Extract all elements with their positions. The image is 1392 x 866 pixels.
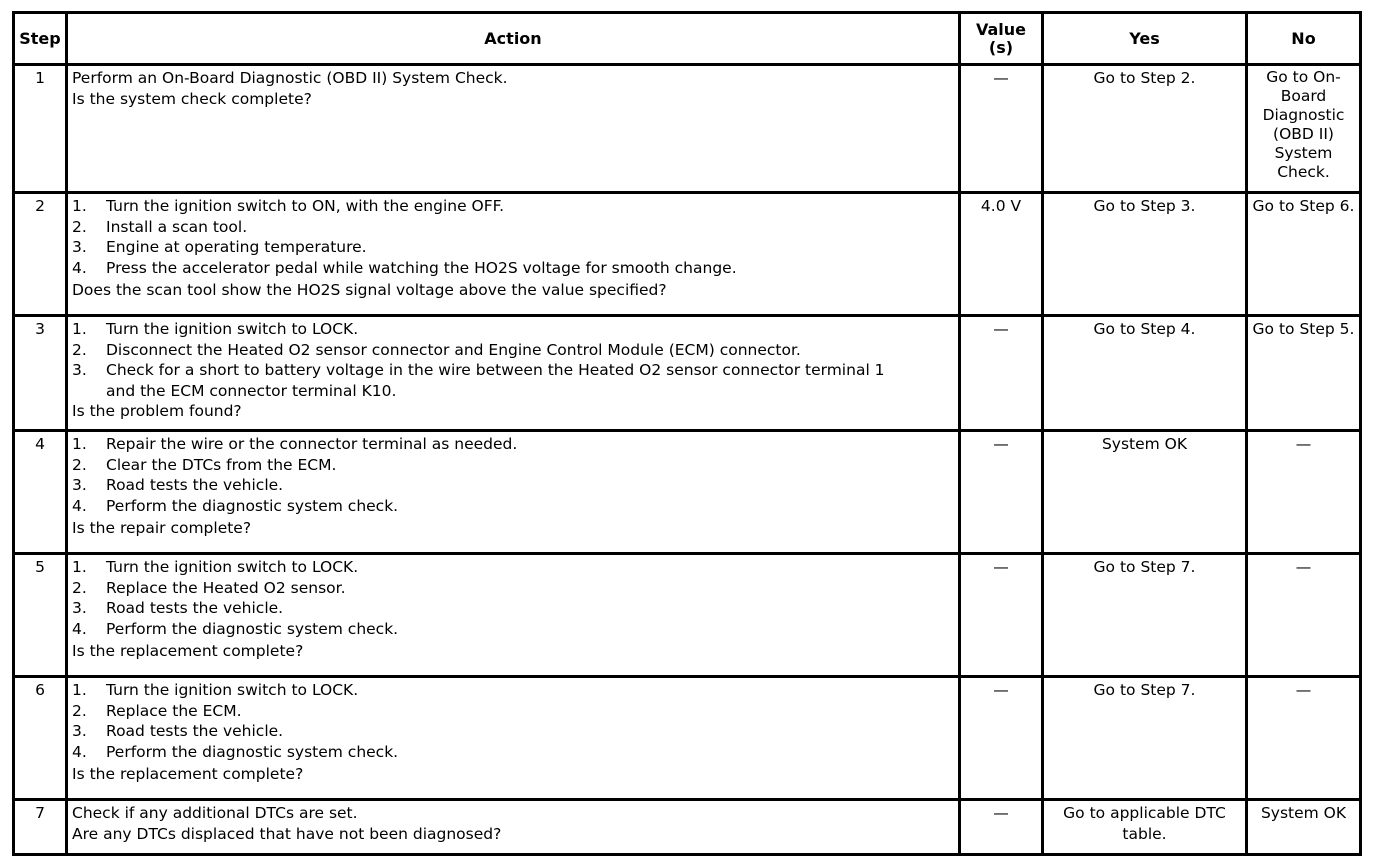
list-item: 4. Perform the diagnostic system check. (72, 496, 399, 515)
list-item: 3. Check for a short to battery voltage in the wire between the Heated O2 sensor connector terminal 1 and the ECM connector terminal K10. (72, 361, 885, 400)
list-item: 2. Disconnect the Heated O2 sensor connector and Engine Control Module (ECM) connector. (72, 340, 801, 359)
list-item: 3. Engine at operating temperature. (72, 238, 367, 256)
list-item: 1. Turn the ignition switch to ON, with the engine OFF. (72, 197, 505, 215)
yes-cell: Go to Step 7. (1043, 677, 1247, 800)
step-number: 3 (14, 316, 67, 431)
list-item: 4. Perform the diagnostic system check. (72, 619, 399, 638)
action-question: Is the replacement complete? (72, 765, 304, 783)
action-list (72, 680, 954, 762)
list-item: 3. Road tests the vehicle. (72, 599, 284, 617)
action-cell (67, 65, 960, 193)
list-item: 1. Turn the ignition switch to LOCK. (72, 320, 359, 338)
diagnostic-table (12, 11, 1362, 856)
yes-cell: System OK (1043, 431, 1247, 554)
action-question: Are any DTCs displaced that have not been diagnosed? (72, 824, 502, 843)
yes-cell: Go to Step 4. (1043, 316, 1247, 431)
value-cell: — (960, 554, 1043, 677)
action-list (72, 319, 954, 401)
table-row (14, 677, 1361, 800)
action-cell (67, 431, 960, 554)
yes-cell: Go to Step 2. (1043, 65, 1247, 193)
table-row (14, 193, 1361, 316)
list-item: 2. Replace the Heated O2 sensor. (72, 578, 346, 597)
no-cell: System OK (1247, 800, 1361, 855)
table-row (14, 554, 1361, 677)
no-cell: — (1247, 677, 1361, 800)
action-question: Does the scan tool show the HO2S signal voltage above the value specified? (72, 281, 667, 299)
list-item: 2. Install a scan tool. (72, 217, 248, 236)
yes-cell: Go to Step 3. (1043, 193, 1247, 316)
action-cell (67, 800, 960, 855)
table-row (14, 431, 1361, 554)
action-question: Is the replacement complete? (72, 642, 304, 660)
action-line: Check if any additional DTCs are set. (72, 804, 358, 822)
value-cell: — (960, 65, 1043, 193)
header-yes: Yes (1043, 13, 1247, 65)
list-item: 2. Clear the DTCs from the ECM. (72, 455, 337, 474)
header-action: Action (67, 13, 960, 65)
action-question: Is the repair complete? (72, 519, 252, 537)
list-item: 1. Repair the wire or the connector terminal as needed. (72, 435, 518, 453)
value-cell: — (960, 677, 1043, 800)
table-row (14, 316, 1361, 431)
header-no: No (1247, 13, 1361, 65)
list-item: 4. Perform the diagnostic system check. (72, 742, 399, 761)
list-item: 3. Road tests the vehicle. (72, 476, 284, 494)
table-row (14, 65, 1361, 193)
list-item: 1. Turn the ignition switch to LOCK. (72, 681, 359, 699)
action-list (72, 557, 954, 639)
step-number: 7 (14, 800, 67, 855)
header-value: Value (s) (960, 13, 1043, 65)
action-line: Perform an On-Board Diagnostic (OBD II) System Check. (72, 69, 508, 87)
step-number: 2 (14, 193, 67, 316)
step-number: 6 (14, 677, 67, 800)
step-number: 4 (14, 431, 67, 554)
list-item: 3. Road tests the vehicle. (72, 722, 284, 740)
action-list (72, 434, 954, 516)
action-cell (67, 677, 960, 800)
value-cell: — (960, 316, 1043, 431)
table-row (14, 800, 1361, 855)
action-cell (67, 554, 960, 677)
action-question: Is the system check complete? (72, 89, 312, 108)
header-row (14, 13, 1361, 65)
no-cell: Go to On-Board Diagnostic (OBD II) System Check. (1247, 65, 1361, 193)
list-item: 1. Turn the ignition switch to LOCK. (72, 558, 359, 576)
no-cell: Go to Step 6. (1247, 193, 1361, 316)
no-cell: Go to Step 5. (1247, 316, 1361, 431)
step-number: 5 (14, 554, 67, 677)
value-cell: — (960, 431, 1043, 554)
action-cell (67, 193, 960, 316)
action-cell (67, 316, 960, 431)
list-item: 2. Replace the ECM. (72, 701, 242, 720)
no-cell: — (1247, 431, 1361, 554)
yes-cell: Go to applicable DTC table. (1043, 800, 1247, 855)
step-number: 1 (14, 65, 67, 193)
no-cell: — (1247, 554, 1361, 677)
list-item: 4. Press the accelerator pedal while watching the HO2S voltage for smooth change. (72, 258, 737, 277)
value-cell: 4.0 V (960, 193, 1043, 316)
header-step: Step (14, 13, 67, 65)
action-list (72, 196, 954, 278)
yes-cell: Go to Step 7. (1043, 554, 1247, 677)
value-cell: — (960, 800, 1043, 855)
action-question: Is the problem found? (72, 402, 242, 420)
